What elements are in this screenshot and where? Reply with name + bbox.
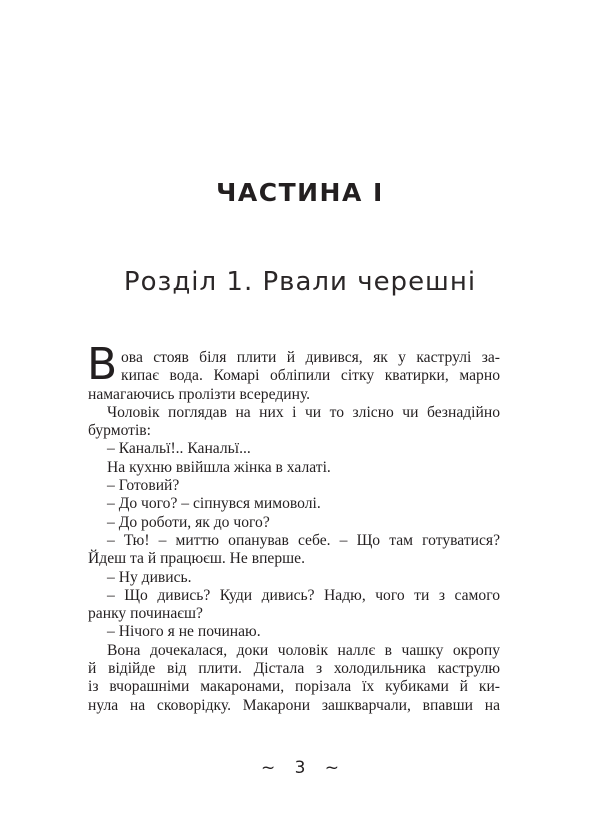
text-line: – До чого? – сіпнувся мимоволі.	[107, 495, 321, 513]
chapter-title: Розділ 1. Рвали черешні	[123, 267, 477, 297]
part-title: ЧАСТИНА I	[216, 178, 384, 207]
text-line: – Ну дивись.	[107, 568, 192, 586]
page-number: ~ 3 ~	[260, 758, 340, 778]
text-line: Йдеш та й працюєш. Не вперше.	[88, 550, 305, 568]
opening-paragraph	[87, 339, 500, 715]
text-line: ова стояв біля плити й дивився, як у каструлі за-	[121, 349, 500, 366]
drop-cap: В	[87, 339, 118, 390]
text-line: – Нічого я не починаю.	[107, 623, 261, 641]
text-line: й відійде від плити. Дістала з холодильника каструлю	[88, 660, 500, 678]
text-line: кипає вода. Комарі обліпили сітку кватирки, марно	[121, 367, 500, 385]
text-line: – Канальї!.. Канальї...	[107, 440, 251, 458]
text-line: На кухню ввійшла жінка в халаті.	[107, 458, 331, 476]
text-line: – До роботи, як до чого?	[107, 513, 270, 531]
text-line: із вчорашніми макаронами, порізала їх кубиками й ки-	[88, 678, 500, 696]
text-line: ранку починаєш?	[88, 605, 203, 623]
text-line: – Що дивись? Куди дивись? Надю, чого ти з самого	[107, 586, 500, 604]
text-line: Вона дочекалася, доки чоловік наллє в чашку окропу	[107, 641, 500, 659]
text-line: – Тю! – миттю опанував себе. – Що там готуватися?	[107, 531, 500, 549]
text-line: – Готовий?	[107, 477, 180, 495]
body-text	[87, 339, 500, 715]
text-line: намагаючись пролізти всередину.	[88, 385, 311, 403]
text-line: бурмотів:	[88, 422, 151, 440]
text-line: Чоловік поглядав на них і чи то злісно чи безнадійно	[107, 403, 500, 421]
text-line: нула на сковорідку. Макарони зашкварчали, впавши на	[88, 696, 500, 714]
